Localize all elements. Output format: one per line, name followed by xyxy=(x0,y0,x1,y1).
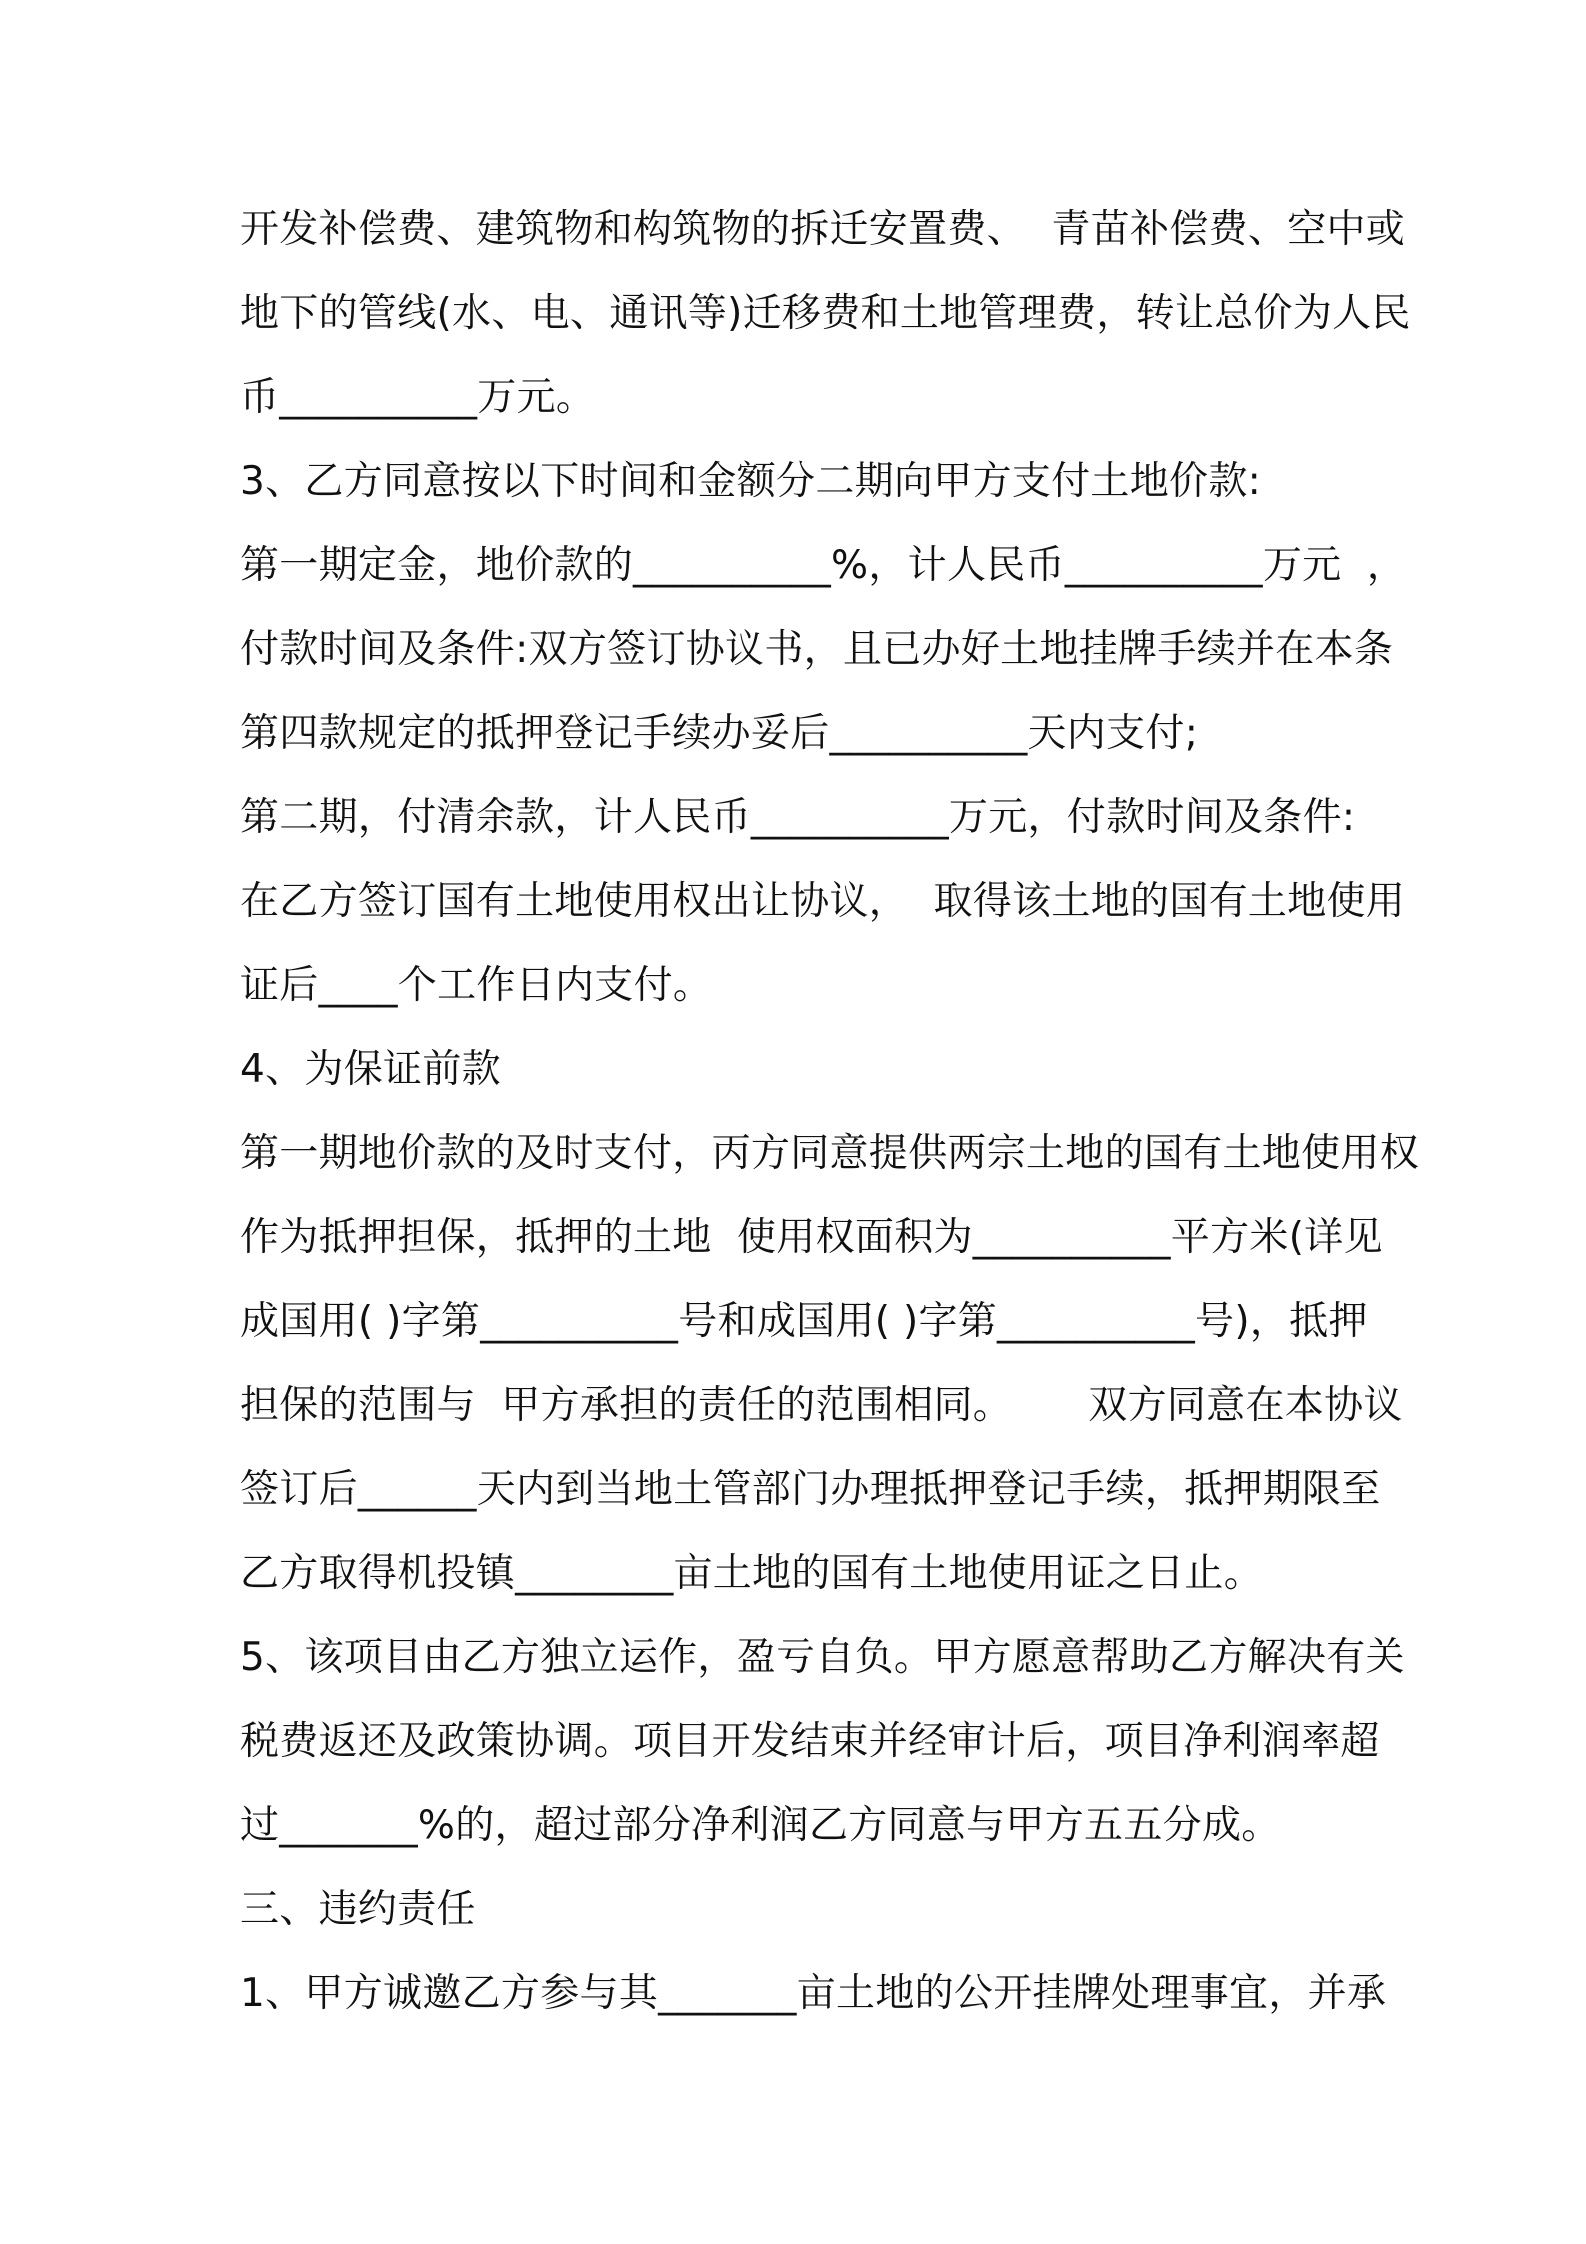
text-line: 签订后______天内到当地土管部门办理抵押登记手续，抵押期限至 xyxy=(240,1467,1381,1512)
text-line: 证后____个工作日内支付。 xyxy=(240,963,713,1008)
text-line: 开发补偿费、建筑物和构筑物的拆迁安置费、 青苗补偿费、空中或 xyxy=(240,207,1406,252)
clause-5-text: 5、该项目由乙方独立运作，盈亏自负。甲方愿意帮助乙方解决有关 xyxy=(240,1635,1405,1680)
text-line: 税费返还及政策协调。项目开发结束并经审计后，项目净利润率超 xyxy=(240,1719,1380,1764)
text-line: 第四款规定的抵押登记手续办妥后__________天内支付; xyxy=(240,711,1199,756)
text-line: 过_______%的，超过部分净利润乙方同意与甲方五五分成。 xyxy=(240,1803,1281,1848)
text-line: 担保的范围与 甲方承担的责任的范围相同。 双方同意在本协议 xyxy=(240,1383,1403,1428)
text-line: 付款时间及条件:双方签订协议书，且已办好土地挂牌手续并在本条 xyxy=(240,627,1394,672)
text-line: 1、甲方诚邀乙方参与其_______亩土地的公开挂牌处理事宜，并承 xyxy=(240,1971,1387,2016)
text-line: 作为抵押担保，抵押的土地 使用权面积为__________平方米(详见 xyxy=(240,1215,1383,1260)
document-body xyxy=(240,198,1420,2046)
clause-3-heading: 3、乙方同意按以下时间和金额分二期向甲方支付土地价款: xyxy=(240,459,1262,504)
section-heading-liability: 三、违约责任 xyxy=(240,1887,476,1932)
text-line: 币__________万元。 xyxy=(240,375,596,420)
text-line: 第一期定金，地价款的__________%，计人民币__________万元 ， xyxy=(240,543,1407,588)
text-line: 成国用( )字第__________号和成国用( )字第__________号)，抵押 xyxy=(240,1299,1368,1344)
text-line: 第一期地价款的及时支付，丙方同意提供两宗土地的国有土地使用权 xyxy=(240,1131,1420,1176)
text-line: 乙方取得机投镇________亩土地的国有土地使用证之日止。 xyxy=(240,1551,1264,1596)
text-line: 地下的管线(水、电、通讯等)迁移费和土地管理费，转让总价为人民 xyxy=(240,291,1411,336)
clause-4-heading: 4、为保证前款 xyxy=(240,1047,501,1092)
text-line: 第二期，付清余款，计人民币__________万元，付款时间及条件: xyxy=(240,795,1356,840)
text-line: 在乙方签订国有土地使用权出让协议， 取得该土地的国有土地使用 xyxy=(240,879,1406,924)
